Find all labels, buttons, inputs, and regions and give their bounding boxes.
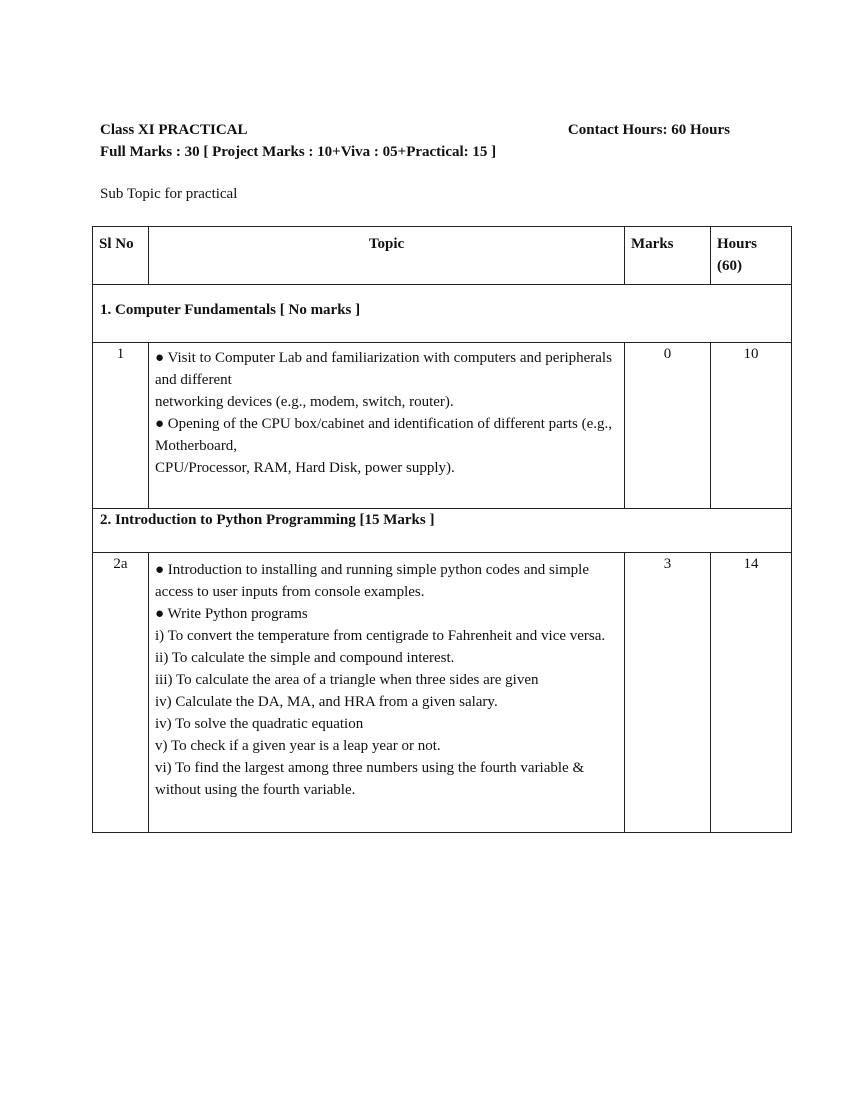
topic-line: iv) To solve the quadratic equation (155, 716, 364, 732)
column-header-hours: Hours (60) (711, 227, 792, 285)
topic-line: networking devices (e.g., modem, switch, router). (155, 394, 454, 410)
column-header-sl-no: Sl No (93, 227, 149, 285)
section-row (93, 509, 792, 553)
hours-cell: 14 (711, 553, 792, 833)
topic-line: ● Write Python programs (155, 606, 308, 622)
topic-line: v) To check if a given year is a leap year or not. (155, 738, 441, 754)
sl-no-cell: 1 (93, 343, 149, 509)
marks-cell: 0 (625, 343, 711, 509)
class-title: Class XI PRACTICAL (100, 122, 248, 138)
hours-cell: 10 (711, 343, 792, 509)
topic-cell (149, 553, 625, 833)
topic-line: CPU/Processor, RAM, Hard Disk, power supply). (155, 460, 455, 476)
topic-line: i) To convert the temperature from centigrade to Fahrenheit and vice versa. (155, 628, 606, 644)
column-header-marks: Marks (625, 227, 711, 285)
topic-cell (149, 343, 625, 509)
topic-line: vi) To find the largest among three numbers using the fourth variable & without using the fourth variable. (155, 760, 585, 798)
syllabus-table (92, 226, 792, 833)
marks-cell: 3 (625, 553, 711, 833)
topic-line: ● Opening of the CPU box/cabinet and identification of different parts (e.g., Motherboard, (155, 416, 612, 454)
topic-line: ● Visit to Computer Lab and familiarization with computers and peripherals and different (155, 350, 612, 388)
column-header-topic: Topic (149, 227, 625, 285)
topic-line: iii) To calculate the area of a triangle when three sides are given (155, 672, 539, 688)
topic-line: ● Introduction to installing and running simple python codes and simple access to user inputs from console examples. (155, 562, 590, 600)
section-title: 2. Introduction to Python Programming [15 Marks ] (93, 509, 792, 553)
section-row (93, 285, 792, 343)
table-row (93, 343, 792, 509)
topic-line: ii) To calculate the simple and compound interest. (155, 650, 455, 666)
topic-line: iv) Calculate the DA, MA, and HRA from a given salary. (155, 694, 498, 710)
table-row (93, 553, 792, 833)
sl-no-cell: 2a (93, 553, 149, 833)
contact-hours: Contact Hours: 60 Hours (567, 122, 730, 138)
section-title: 1. Computer Fundamentals [ No marks ] (93, 285, 792, 343)
subtopic-label: Sub Topic for practical (100, 186, 238, 202)
table-header-row (93, 227, 792, 285)
full-marks: Full Marks : 30 [ Project Marks : 10+Viva : 05+Practical: 15 ] (100, 144, 497, 160)
